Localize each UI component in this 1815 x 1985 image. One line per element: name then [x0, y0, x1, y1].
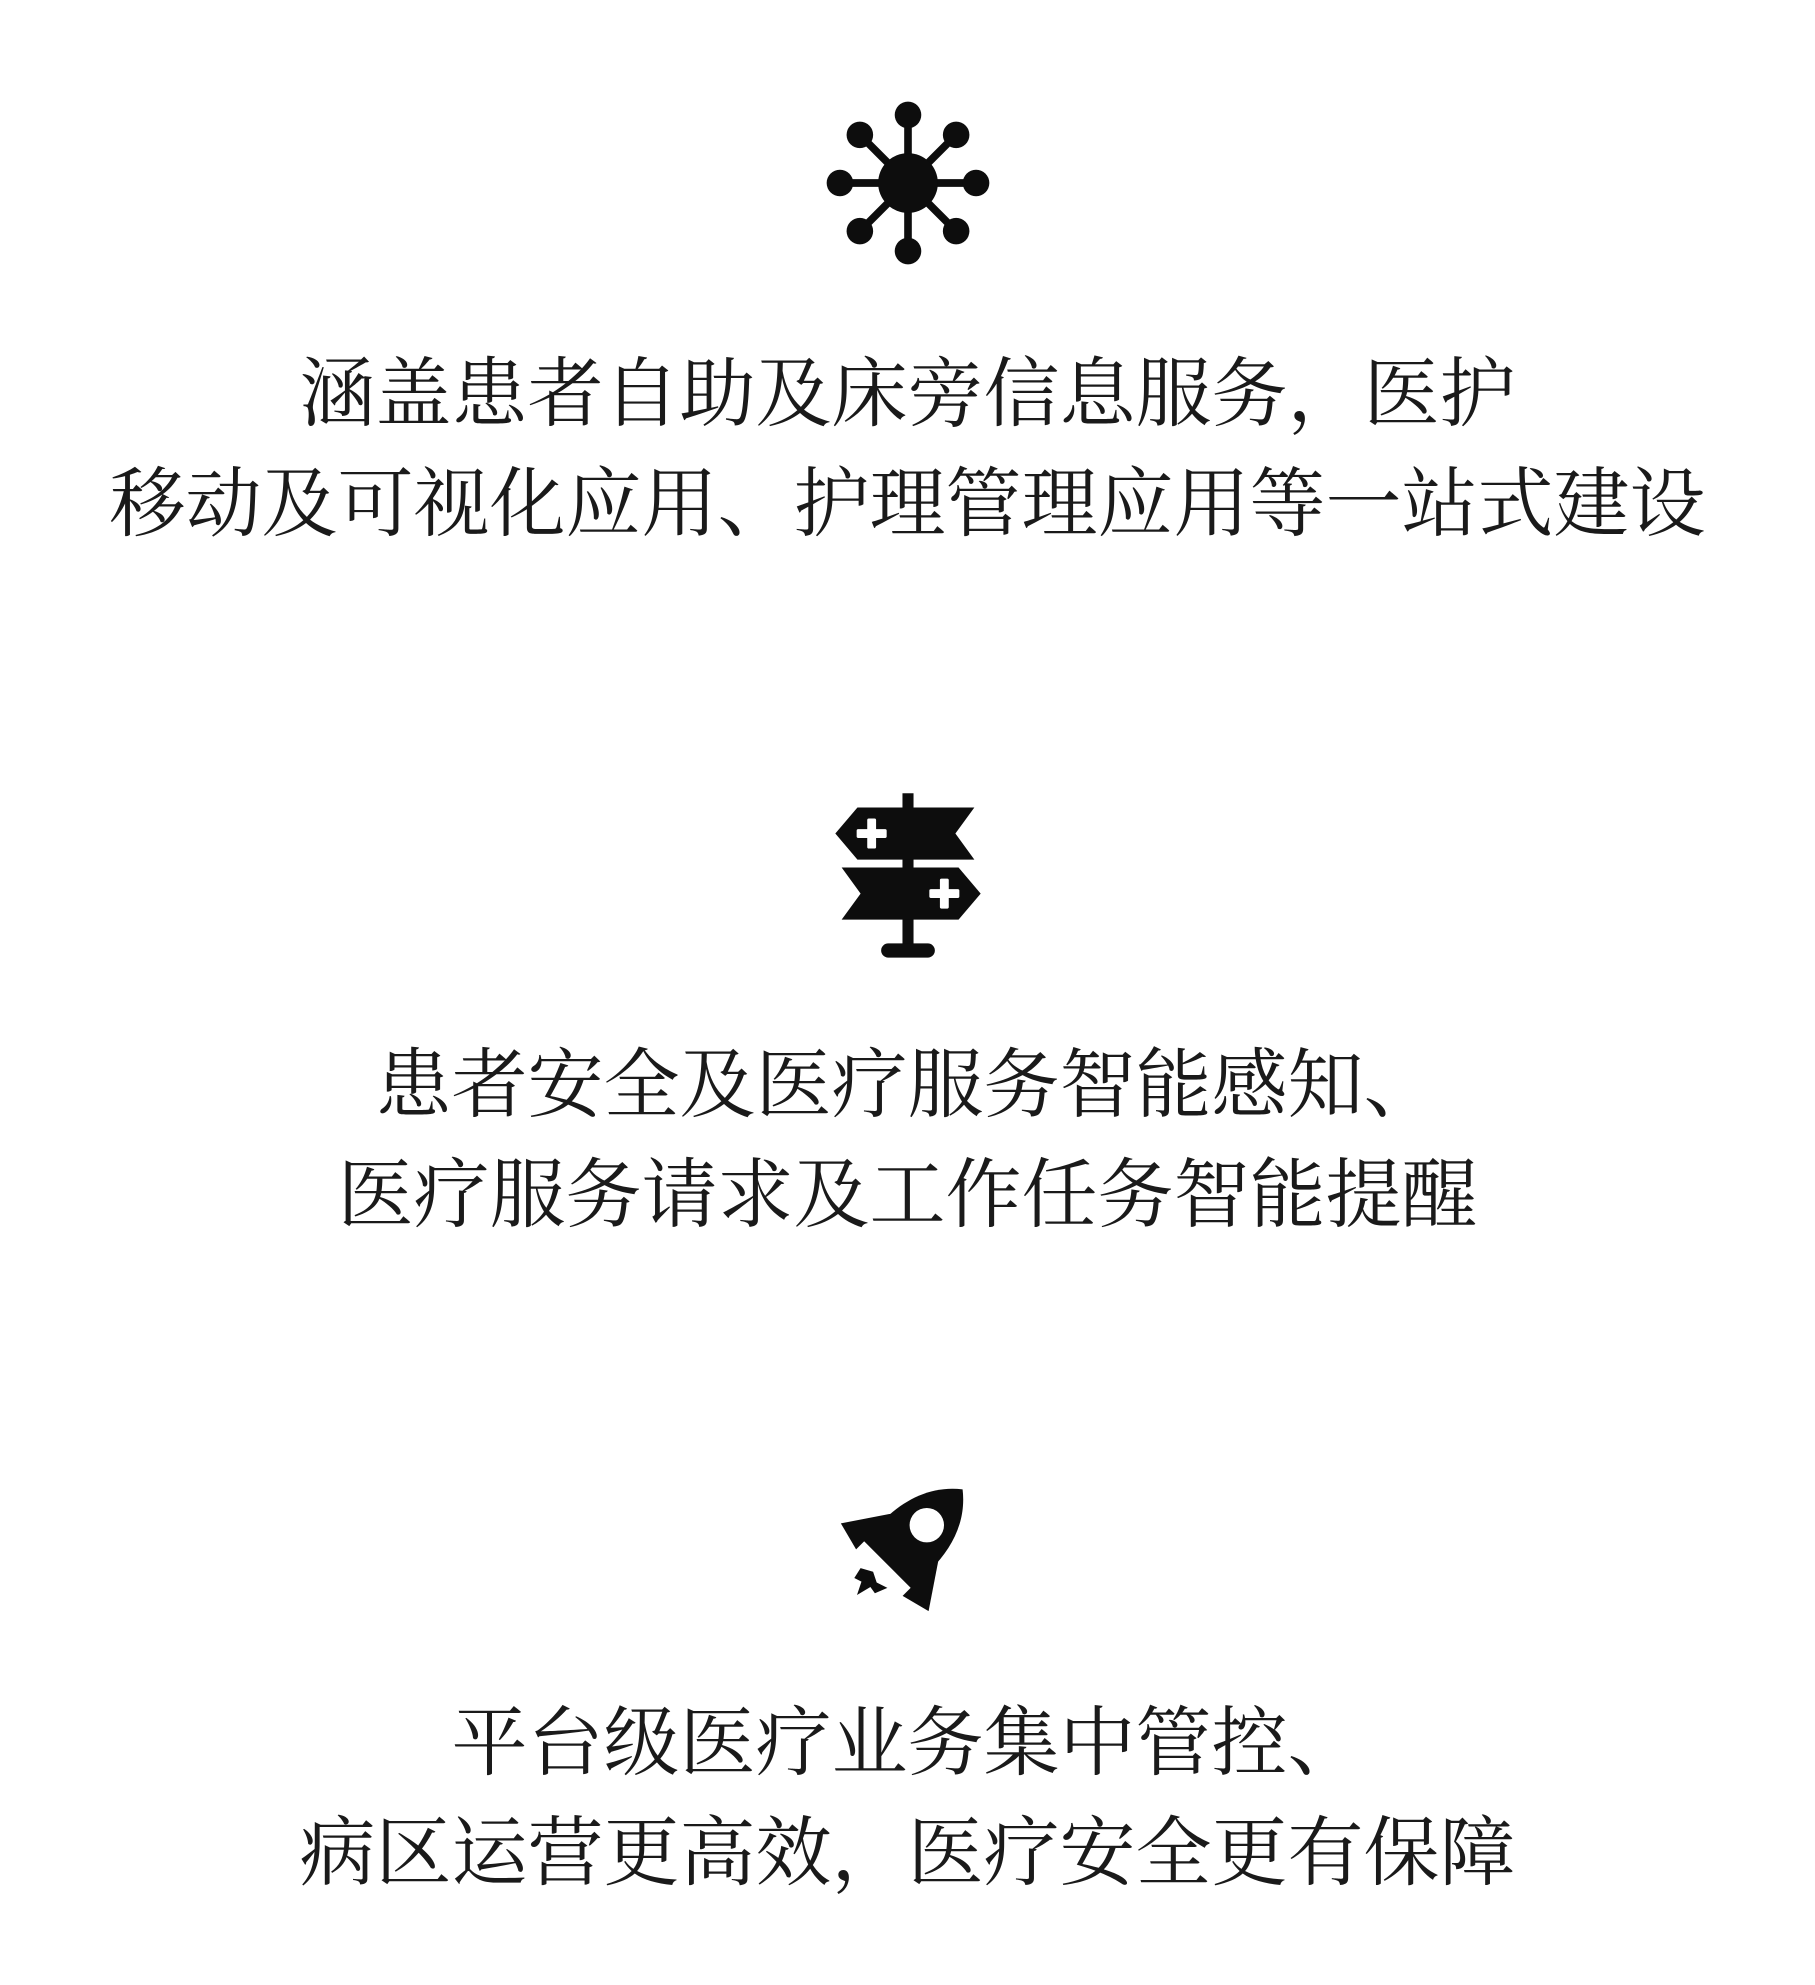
- caption-line: 平台级医疗业务集中管控、: [451, 1701, 1364, 1786]
- caption-line: 涵盖患者自助及床旁信息服务，医护: [299, 352, 1516, 437]
- caption-smart-sensing: [338, 1031, 1478, 1251]
- feature-section-one-stop: [0, 0, 1815, 636]
- feature-section-smart-sensing: [0, 636, 1815, 1327]
- feature-section-platform-control: [0, 1327, 1815, 1985]
- caption-platform-control: [300, 1689, 1516, 1909]
- caption-line: 患者安全及医疗服务智能感知、: [375, 1043, 1440, 1128]
- network-hub-icon: [825, 100, 991, 266]
- caption-one-stop: [110, 340, 1706, 560]
- caption-line: 移动及可视化应用、护理管理应用等一站式建设: [109, 462, 1706, 547]
- caption-line: 病区运营更高效，医疗安全更有保障: [299, 1811, 1516, 1896]
- signpost-icon: [829, 793, 987, 961]
- rocket-icon: [827, 1463, 989, 1625]
- caption-line: 医疗服务请求及工作任务智能提醒: [337, 1153, 1478, 1238]
